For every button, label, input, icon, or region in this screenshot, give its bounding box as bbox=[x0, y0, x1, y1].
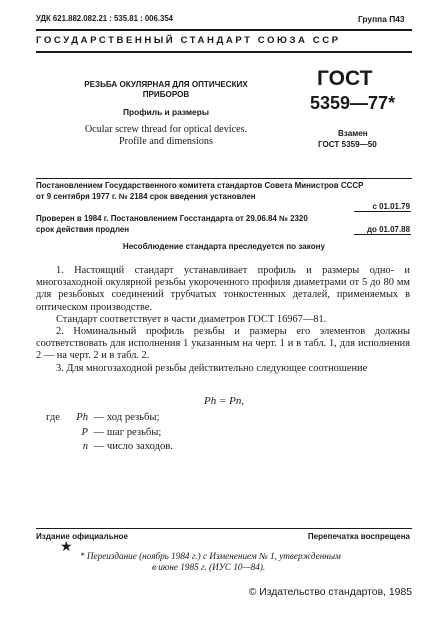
legend-row bbox=[66, 411, 173, 426]
title-ru-subtitle: Профиль и размеры bbox=[123, 107, 209, 117]
body-text bbox=[36, 265, 410, 375]
review-line1: Проверен в 1984 г. Постановлением Госстандарта от 29.06.84 № 2320 bbox=[36, 214, 308, 223]
legend bbox=[66, 411, 173, 455]
replaces-label: Взамен bbox=[338, 129, 368, 138]
legend-text: — шаг резьбы; bbox=[93, 426, 162, 438]
reissue-note-line2: в июне 1985 г. (ИУС 10—84). bbox=[152, 562, 266, 573]
star-icon: ★ bbox=[60, 540, 73, 555]
footer-rule bbox=[36, 528, 412, 529]
review-date: до 01.07.88 bbox=[367, 225, 410, 234]
decree-top-rule bbox=[36, 178, 412, 179]
decree-line2: от 9 сентября 1977 г. № 2184 срок введения установлен bbox=[36, 191, 256, 201]
decree-line1: Постановлением Государственного комитета стандартов Совета Министров СССР bbox=[36, 181, 364, 190]
reissue-note-line1: * Переиздание (ноябрь 1984 г.) с Изменением № 1, утвержденным bbox=[80, 551, 341, 561]
udc-code: УДК 621.882.082.21 : 535.81 : 006.354 bbox=[36, 14, 174, 23]
legend-row bbox=[66, 426, 173, 441]
paragraph-1b: Стандарт соответствует в части диаметров ГОСТ 16967—81. bbox=[56, 313, 327, 325]
formula: Ph = Pn, bbox=[204, 395, 245, 407]
header-bottom-rule bbox=[36, 51, 412, 53]
title-ru-line1: РЕЗЬБА ОКУЛЯРНАЯ ДЛЯ ОПТИЧЕСКИХ bbox=[84, 80, 248, 89]
paragraph-3: 3. Для многозаходной резьбы действительно следующее соотношение bbox=[56, 362, 368, 374]
group-code: Группа П43 bbox=[358, 14, 405, 24]
legend-text: — число заходов. bbox=[93, 441, 173, 452]
decree-text bbox=[36, 181, 416, 202]
paragraph-2: 2. Номинальный профиль резьбы и размеры его элементов должны соответствовать для исполнения 1 указанным на черт. 1 и в табл. 1, для исполнения 2 — на черт. 2 и в табл. 2. bbox=[36, 326, 410, 362]
gost-label: ГОСТ bbox=[317, 67, 373, 90]
replaces-value: ГОСТ 5359—50 bbox=[318, 140, 377, 149]
review-line2: срок действия продлен bbox=[36, 224, 130, 234]
title-en-line2: Profile and dimensions bbox=[119, 135, 213, 147]
legend-symbol: Ph bbox=[76, 412, 88, 423]
decree-date: с 01.01.79 bbox=[372, 202, 410, 211]
legend-symbol: P bbox=[81, 426, 88, 438]
gost-number: 5359—77* bbox=[310, 93, 396, 113]
official-edition: Издание официальное bbox=[36, 532, 128, 541]
decree-date-rule bbox=[354, 211, 411, 212]
legend-symbol: n bbox=[82, 441, 88, 452]
title-en-line1: Ocular screw thread for optical devices. bbox=[84, 124, 248, 135]
legend-row bbox=[66, 440, 173, 455]
copyright: © Издательство стандартов, 1985 bbox=[248, 587, 412, 598]
legend-text: — ход резьбы; bbox=[93, 412, 160, 423]
legend-where: где bbox=[46, 412, 60, 423]
law-warning: Несоблюдение стандарта преследуется по закону bbox=[122, 242, 326, 251]
title-ru bbox=[66, 80, 266, 100]
header-top-rule bbox=[36, 29, 412, 31]
title-en bbox=[56, 124, 276, 147]
reissue-note bbox=[80, 551, 410, 573]
paragraph-1: 1. Настоящий стандарт устанавливает профиль и размеры одно- и многозаходной окулярной резьбы укороченного профиля диаметрами от 5 до 80 мм для резьбовых соединений трубчатых тонкостенных деталей, применяемых в оптическом производстве. bbox=[36, 265, 410, 313]
title-ru-line2: ПРИБОРОВ bbox=[142, 90, 190, 99]
reprint-prohibited: Перепечатка воспрещена bbox=[307, 532, 410, 541]
state-standard-banner: ГОСУДАРСТВЕННЫЙ СТАНДАРТ СОЮЗА ССР bbox=[36, 35, 341, 46]
review-date-rule bbox=[354, 234, 411, 235]
